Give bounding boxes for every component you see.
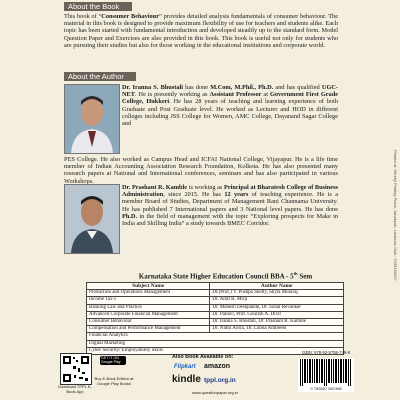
- subject-cell: Production and Operations Management: [87, 290, 210, 297]
- google-play-books-caption: Buy E-Book Edition at Google Play Books: [94, 376, 134, 386]
- author-photo-1: [64, 84, 120, 154]
- amazon-logo[interactable]: amazon: [204, 363, 231, 370]
- author-2-bio: Dr. Prashant R. Kamble is working as Principal at Bharatesh College of Business Administration, since 2015. He has 12 years of teaching experience. He is a member Board of Studies, Department of Management Rani Channama University. He has published 7 International papers and 3 National level papers. He has done Ph.D. in the field of management with the topic “Exploring prospects for Make in India and Skilling India” a study towards BMEC Corridor.: [122, 184, 338, 228]
- author-cell: Dr. Nidhi Arora, Dr. Lubna Ambreen: [210, 326, 344, 333]
- author-cell: Dr. Mahesh Deshpande, Dr. Sonal Revanker: [210, 304, 344, 311]
- table-row: [87, 318, 344, 325]
- tppl-website[interactable]: tppl.org.in: [204, 377, 236, 384]
- table-row: [87, 311, 344, 318]
- table-row: [87, 326, 344, 333]
- subject-cell: Banking Law and Practice: [87, 304, 210, 311]
- publisher-url[interactable]: www.questionpaper.org.in: [192, 390, 238, 395]
- printer-note: Printed at: Shreeji Printing Press, Janakpuri, Lucknow, Mob.: 9335190637: [393, 150, 398, 281]
- about-book-heading: About the Book: [64, 2, 132, 11]
- author-photo-2: [64, 184, 120, 254]
- author-cell: Dr. Amit B. Mirji: [210, 297, 344, 304]
- column-header-author: Author Name: [210, 283, 344, 290]
- subject-cell: Digital Marketing: [87, 340, 344, 347]
- download-app-caption: Download TPPL E-Book App: [58, 384, 92, 394]
- flipkart-logo[interactable]: Flipkart: [174, 364, 196, 370]
- google-play-badge[interactable]: GET IT ON Google Play: [100, 356, 126, 365]
- isbn-text: ISBN: 978-93-5758-749-8: [302, 350, 350, 355]
- author-cell: Dr. Iranna S. Bhustali, Dr. Prashant R. Kamble: [210, 318, 344, 325]
- subject-cell: Advanced Corporate Financial Management: [87, 311, 210, 318]
- about-author-heading: About the Author: [64, 72, 136, 81]
- qr-code-icon[interactable]: [60, 353, 92, 385]
- author-cell: Dr.(Prof.) V. Pushpa Shetty, Shyla Muniraj: [210, 290, 344, 297]
- table-title: Karnataka State Higher Education Council BBA - 5th Sem: [138, 271, 313, 281]
- about-book-text: This book of “Consumer Behaviour” provides detailed analysis fundamentals of consumer behaviour. The material in this book is designed to provide maximum flexibility of use for teachers and students alike. Each topic has been started with fundamental introduction and developed steadily up to the standard form. Model Question Paper and Exercises are also provided in this book. This book is useful not only for students who are pursuing their studies but also for those working in the educational institutions and corporate world.: [64, 13, 338, 49]
- subject-cell: Income Tax-I: [87, 297, 210, 304]
- subject-cell: Compensation and Performance Management: [87, 326, 210, 333]
- table-row: [87, 297, 344, 304]
- available-on-heading: Also Book Available on:: [172, 354, 234, 360]
- table-row: [87, 304, 344, 311]
- column-header-subject: Subject Name: [87, 283, 210, 290]
- subject-cell: Cyber Security/ Employability Skills: [87, 347, 344, 354]
- table-row: [87, 333, 344, 340]
- subject-cell: Financial Analytics: [87, 333, 344, 340]
- subject-table: [86, 282, 344, 355]
- table-header-row: [87, 283, 344, 290]
- author-portrait-1: [65, 85, 119, 153]
- barcode-number: 9 789357 587498: [310, 386, 342, 391]
- kindle-logo[interactable]: kindle: [172, 374, 201, 385]
- author-portrait-2: [65, 185, 119, 253]
- table-row: [87, 290, 344, 297]
- author-cell: Dr. Pallavi, Prof. Gourish A. Dixit: [210, 311, 344, 318]
- subject-cell: Consumer Behaviour: [87, 318, 210, 325]
- author-1-bio: Dr. Iranna S. Bhustali has done M.Com, M.Phil., Ph.D. and has qualified UGC-NET. He is presently working as Assistant Professor at Government First Grade College, Hukkeri. He has 28 years of teaching and learning experience of both Graduate and Post Graduate level. He worked as Lecturer and HOD in different colleges including JSS College for Women, AMC College, Dayanand Sagar College and: [122, 84, 338, 128]
- table-row: [87, 340, 344, 347]
- author-1-bio-cont: PES College. He also worked as Campus Head and ICFAI National College, Vijayapur. He is a life time member of Indian Accounting Association Research Foundation, Kolkota. He has also presented many research papers at National and International conferences, seminars and has also participated in various Workshops.: [64, 156, 338, 185]
